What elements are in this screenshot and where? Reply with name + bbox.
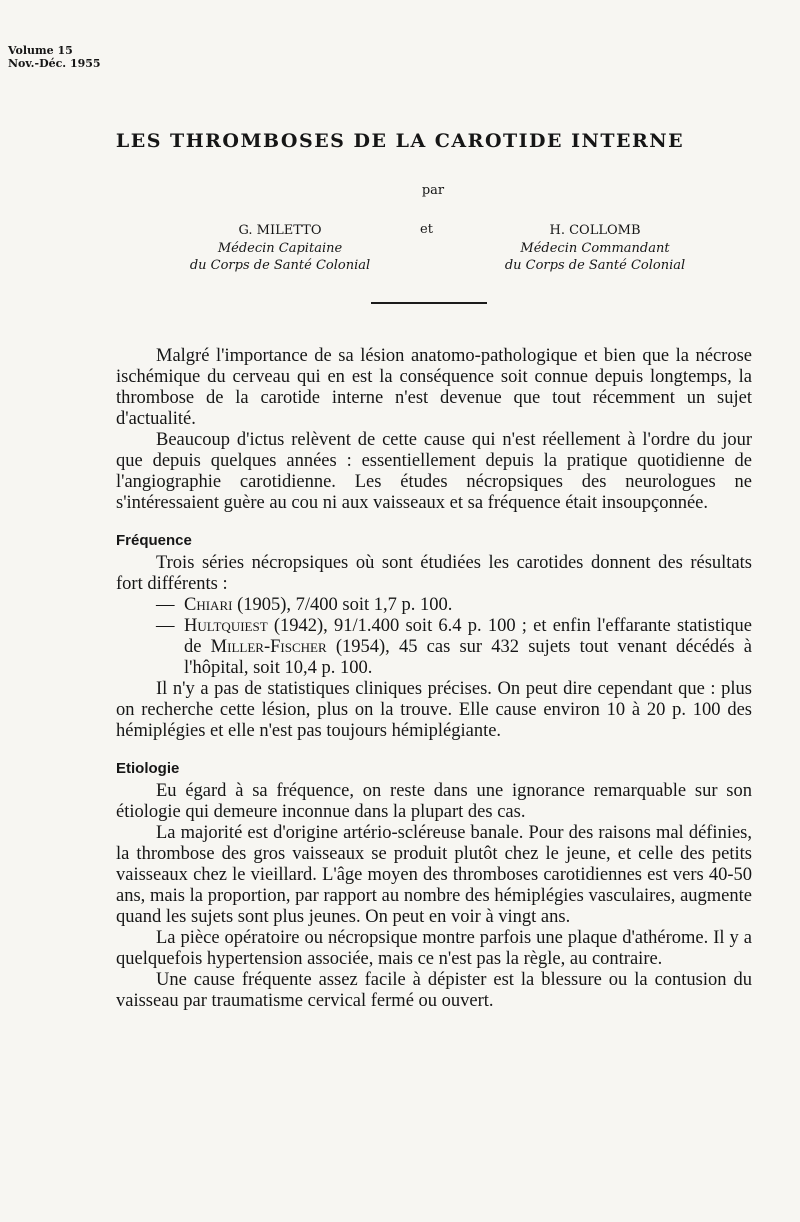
cited-author: Hultquiest xyxy=(184,616,268,636)
intro-paragraph-2: Beaucoup d'ictus relèvent de cette cause qui n'est réellement à l'ordre du jour que depuis quelques années : essentiellement depuis la pratique quotidienne de l'angiographie carotidienne. Les études nécropsiques des neurologues ne s'intéressaient guère au cou ni aux vaisseaux et sa fréquence était insoupçonnée. xyxy=(116,430,752,513)
list-item xyxy=(116,616,752,679)
author-collomb xyxy=(470,222,720,274)
section-heading-frequence: Fréquence xyxy=(116,532,192,549)
volume-number: Volume 15 xyxy=(8,44,73,57)
etiologie-paragraph-1: Eu égard à sa fréquence, on reste dans une ignorance remarquable sur son étiologie qui demeure inconnue dans la plupart des cas. xyxy=(116,781,752,822)
byline-et: et xyxy=(420,222,433,237)
author-rank: Médecin Commandant xyxy=(520,241,670,256)
list-item xyxy=(116,595,752,616)
article-title: LES THROMBOSES DE LA CAROTIDE INTERNE xyxy=(115,130,685,152)
etiologie-paragraph-3: La pièce opératoire ou nécropsique montre parfois une plaque d'athérome. Il y a quelquefois hypertension associée, mais ce n'est pas la règle, au contraire. xyxy=(116,928,752,969)
list-item-text: (1905), 7/400 soit 1,7 p. 100. xyxy=(232,595,453,615)
author-rank: Médecin Capitaine xyxy=(217,241,343,256)
etiologie-paragraph-2: La majorité est d'origine artério-scléreuse banale. Pour des raisons mal définies, la thrombose des gros vaisseaux se produit plutôt chez le jeune, et celle des petits vaisseaux chez le vieillard. L'âge moyen des thromboses carotidiennes est vers 40-50 ans, mais la proportion, par rapport au nombre des hémiplégies vasculaires, augmente quand les sujets sont plus jeunes. On peut en voir à vingt ans. xyxy=(116,823,752,927)
volume-header xyxy=(8,44,101,70)
etiologie-paragraph-4: Une cause fréquente assez facile à dépister est la blessure ou la contusion du vaisseau par traumatisme cervical fermé ou ouvert. xyxy=(116,970,752,1011)
section-heading-etiologie: Etiologie xyxy=(116,760,180,777)
author-name: G. MILETTO xyxy=(238,223,322,238)
issue-date: Nov.-Déc. 1955 xyxy=(8,57,101,70)
dash-glyph: — xyxy=(156,616,175,636)
author-corps: du Corps de Santé Colonial xyxy=(189,258,371,273)
cited-author: Chiari xyxy=(184,595,233,615)
author-corps: du Corps de Santé Colonial xyxy=(504,258,686,273)
frequence-paragraph-2: Il n'y a pas de statistiques cliniques précises. On peut dire cependant que : plus on recherche cette lésion, plus on la trouve. Elle cause environ 10 à 20 p. 100 des hémiplégies et elle n'est pas toujours hémiplégiante. xyxy=(116,679,752,741)
dash-glyph: — xyxy=(156,595,175,615)
list-item-text: (1942), 91/1.400 soit 6.4 p. 100 ; et enfin l'effarante statistique de xyxy=(184,616,752,657)
article-body xyxy=(116,346,752,1012)
title-divider xyxy=(371,302,487,304)
byline-par: par xyxy=(421,183,445,198)
author-miletto xyxy=(150,222,410,274)
cited-author: Miller-Fischer xyxy=(210,637,327,657)
frequence-paragraph-1: Trois séries nécropsiques où sont étudiées les carotides donnent des résultats fort différents : xyxy=(116,553,752,594)
necropsy-series-list xyxy=(116,595,752,679)
list-item-text: (1954), 45 cas sur 432 sujets tout venant décédés à l'hôpital, soit 10,4 p. 100. xyxy=(184,637,753,678)
author-name: H. COLLOMB xyxy=(549,223,641,238)
intro-paragraph-1: Malgré l'importance de sa lésion anatomo-pathologique et bien que la nécrose ischémique du cerveau qui en est la conséquence soit connue depuis longtemps, la thrombose de la carotide interne n'est devenue que tout récemment un sujet d'actualité. xyxy=(116,346,752,429)
